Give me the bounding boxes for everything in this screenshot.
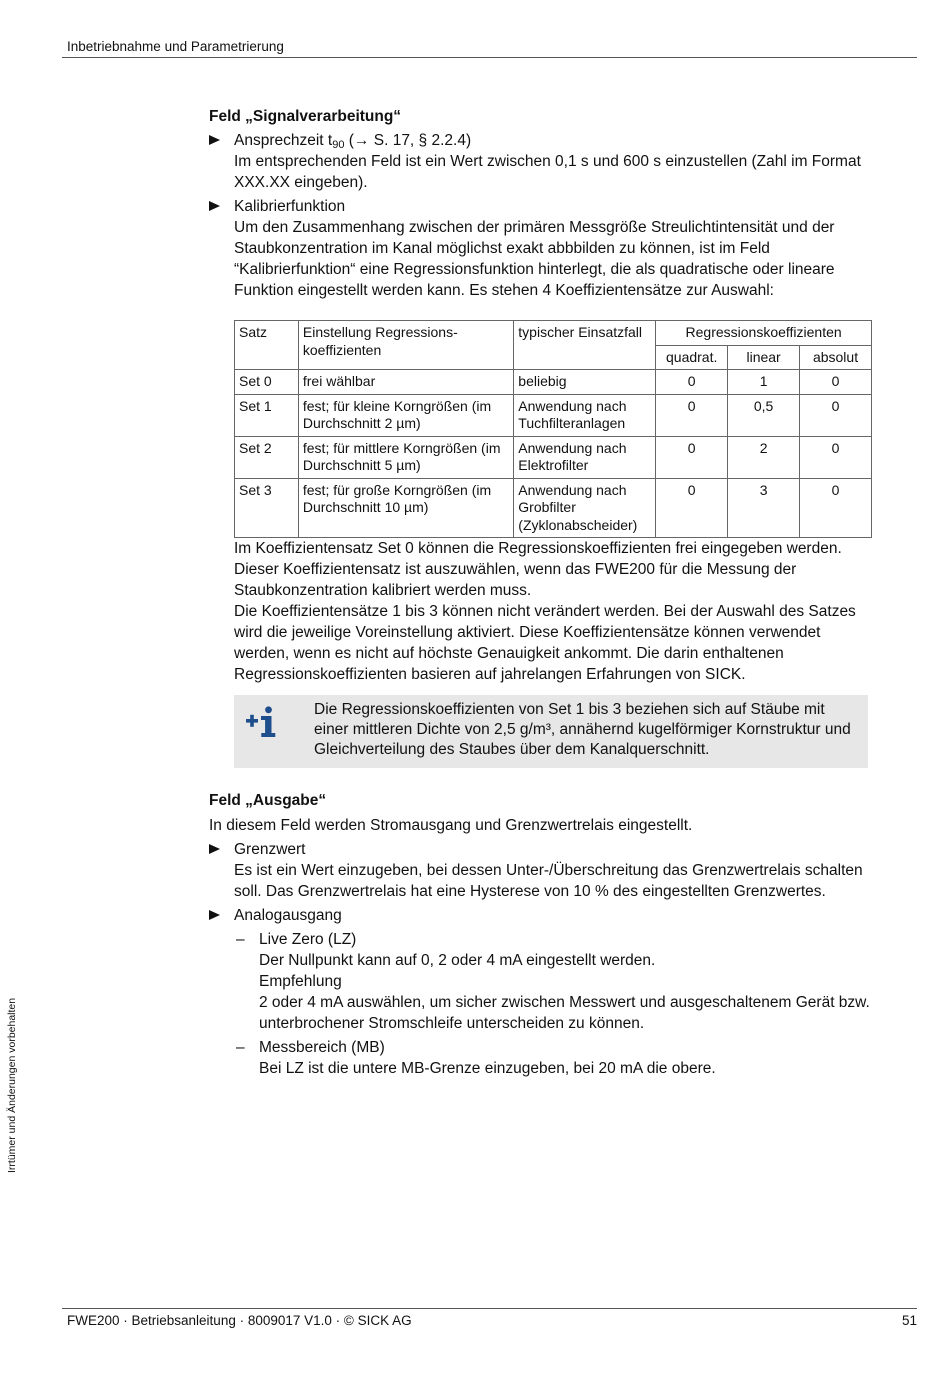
cell-einstellung: fest; für große Korngrößen (im Durchschnitt 10 µm) bbox=[298, 478, 513, 538]
dash-item-live-zero bbox=[209, 929, 874, 950]
cell-lin: 3 bbox=[728, 478, 800, 538]
bullet-triangle-icon bbox=[209, 844, 220, 854]
cell-quad: 0 bbox=[656, 436, 728, 478]
header-cell: linear bbox=[728, 345, 800, 370]
cell-quad: 0 bbox=[656, 478, 728, 538]
cell-einstellung: frei wählbar bbox=[298, 370, 513, 395]
header-cell: typischer Einsatzfall bbox=[514, 321, 656, 370]
cell-abs: 0 bbox=[800, 370, 872, 395]
dash-mark: – bbox=[236, 931, 245, 948]
cell-quad: 0 bbox=[656, 370, 728, 395]
paragraph: Bei LZ ist die untere MB-Grenze einzugeben, bei 20 mA die obere. bbox=[259, 1060, 716, 1077]
cell-satz: Set 3 bbox=[235, 478, 299, 538]
info-text: Die Regressionskoeffizienten von Set 1 bis 3 beziehen sich auf Stäube mit einer mittleren Dichte von 2,5 g/m³, annähernd kugelförmiger Kornstruktur und Gleichverteilung des Staubes über dem Kanalquerschnitt. bbox=[314, 701, 851, 758]
cell-lin: 1 bbox=[728, 370, 800, 395]
cell-satz: Set 1 bbox=[235, 394, 299, 436]
paragraph: Im entsprechenden Feld ist ein Wert zwischen 0,1 s und 600 s einzustellen (Zahl im Format XXX.XX eingeben). bbox=[234, 153, 861, 191]
bullet-label: Ansprechzeit t bbox=[234, 132, 333, 149]
signal-heading: Feld „Signalverarbeitung“ bbox=[209, 108, 402, 125]
paragraph: Im Koeffizientensatz Set 0 können die Regressionskoeffizienten frei eingegeben werden. Dieser Koeffizientensatz ist auszuwählen, wenn das FWE200 für die Messung der Staubkonzentration kalibriert werden muss. bbox=[234, 540, 842, 599]
bullet-label: Grenzwert bbox=[234, 841, 306, 858]
dash-label: Messbereich (MB) bbox=[259, 1039, 385, 1056]
dash-label: Live Zero (LZ) bbox=[259, 931, 357, 948]
table-row bbox=[235, 436, 872, 478]
cell-einsatz: Anwendung nach Elektrofilter bbox=[514, 436, 656, 478]
cross-reference: (→ S. 17, § 2.2.4) bbox=[344, 132, 472, 149]
paragraph: In diesem Feld werden Stromausgang und Grenzwertrelais eingestellt. bbox=[209, 817, 693, 834]
cell-abs: 0 bbox=[800, 478, 872, 538]
paragraph: Der Nullpunkt kann auf 0, 2 oder 4 mA eingestellt werden. bbox=[259, 952, 656, 969]
cell-abs: 0 bbox=[800, 394, 872, 436]
bullet-label: Kalibrierfunktion bbox=[234, 198, 346, 215]
cell-satz: Set 2 bbox=[235, 436, 299, 478]
dash-item-messbereich bbox=[209, 1037, 874, 1058]
cell-einstellung: fest; für mittlere Korngrößen (im Durchschnitt 5 µm) bbox=[298, 436, 513, 478]
table-header-row bbox=[235, 321, 872, 346]
page-footer bbox=[62, 1308, 917, 1333]
cell-einsatz: Anwendung nach Tuchfilteranlagen bbox=[514, 394, 656, 436]
bullet-triangle-icon bbox=[209, 135, 220, 145]
side-note-text: Irrtümer und Änderungen vorbehalten bbox=[6, 997, 18, 1173]
cell-lin: 2 bbox=[728, 436, 800, 478]
footer-document-info: FWE200 · Betriebsanleitung · 8009017 V1.0 · © SICK AG bbox=[67, 1313, 412, 1328]
bullet-triangle-icon bbox=[209, 910, 220, 920]
regression-table bbox=[234, 320, 872, 538]
bullet-label: Analogausgang bbox=[234, 907, 342, 924]
header-cell: absolut bbox=[800, 345, 872, 370]
bullet-analogausgang bbox=[209, 905, 874, 926]
cell-einsatz: Anwendung nach Grobfilter (Zyklonabscheider) bbox=[514, 478, 656, 538]
paragraph: Es ist ein Wert einzugeben, bei dessen Unter-/Überschreitung das Grenzwertrelais schalten soll. Das Grenzwertrelais hat eine Hysterese von 10 % des eingestellten Grenzwertes. bbox=[234, 862, 863, 900]
page-header bbox=[62, 38, 917, 58]
ausgabe-heading: Feld „Ausgabe“ bbox=[209, 792, 327, 809]
table-row bbox=[235, 394, 872, 436]
header-cell: Einstellung Regressions-koeffizienten bbox=[298, 321, 513, 370]
paragraph: Empfehlung bbox=[259, 973, 342, 990]
cell-einsatz: beliebig bbox=[514, 370, 656, 395]
paragraph: Die Koeffizientensätze 1 bis 3 können nicht verändert werden. Bei der Auswahl des Satzes wird die jeweilige Voreinstellung aktiviert. Diese Koeffizientensätze können verwendet werden, wenn es nicht auf höchste Genauigkeit ankommt. Die darin enthaltenen Regressionskoeffizienten basieren auf jahrelangen Erfahrungen von SICK. bbox=[234, 603, 856, 683]
subscript: 90 bbox=[332, 139, 345, 151]
header-cell: Satz bbox=[235, 321, 299, 370]
cell-lin: 0,5 bbox=[728, 394, 800, 436]
cell-abs: 0 bbox=[800, 436, 872, 478]
page-body bbox=[209, 106, 874, 1079]
cell-quad: 0 bbox=[656, 394, 728, 436]
paragraph: Um den Zusammenhang zwischen der primären Messgröße Streulichtintensität und der Staubkonzentration im Kanal möglichst exakt abbbilden zu können, ist im Feld “Kalibrierfunktion“ eine Regressionsfunktion hinterlegt, die als quadratische oder lineare Funktion eingestellt werden kann. Es stehen 4 Koeffizientensätze zur Auswahl: bbox=[234, 219, 835, 299]
dash-mark: – bbox=[236, 1039, 245, 1056]
header-cell: Regressionskoeffizienten bbox=[656, 321, 872, 346]
bullet-kalibrierfunktion bbox=[209, 196, 874, 217]
table-row bbox=[235, 370, 872, 395]
bullet-triangle-icon bbox=[209, 201, 220, 211]
info-plus-icon bbox=[246, 706, 282, 738]
cell-einstellung: fest; für kleine Korngrößen (im Durchschnitt 2 µm) bbox=[298, 394, 513, 436]
header-cell: quadrat. bbox=[656, 345, 728, 370]
page-number: 51 bbox=[901, 1313, 917, 1328]
section-title: Inbetriebnahme und Parametrierung bbox=[67, 39, 284, 54]
bullet-grenzwert bbox=[209, 839, 874, 860]
bullet-ansprechzeit bbox=[209, 130, 874, 151]
paragraph: 2 oder 4 mA auswählen, um sicher zwischen Messwert und ausgeschaltenem Gerät bzw. unterbrochener Stromschleife unterscheiden zu können. bbox=[259, 994, 870, 1032]
table-row bbox=[235, 478, 872, 538]
side-note bbox=[6, 997, 22, 1173]
info-box bbox=[234, 695, 868, 768]
cell-satz: Set 0 bbox=[235, 370, 299, 395]
